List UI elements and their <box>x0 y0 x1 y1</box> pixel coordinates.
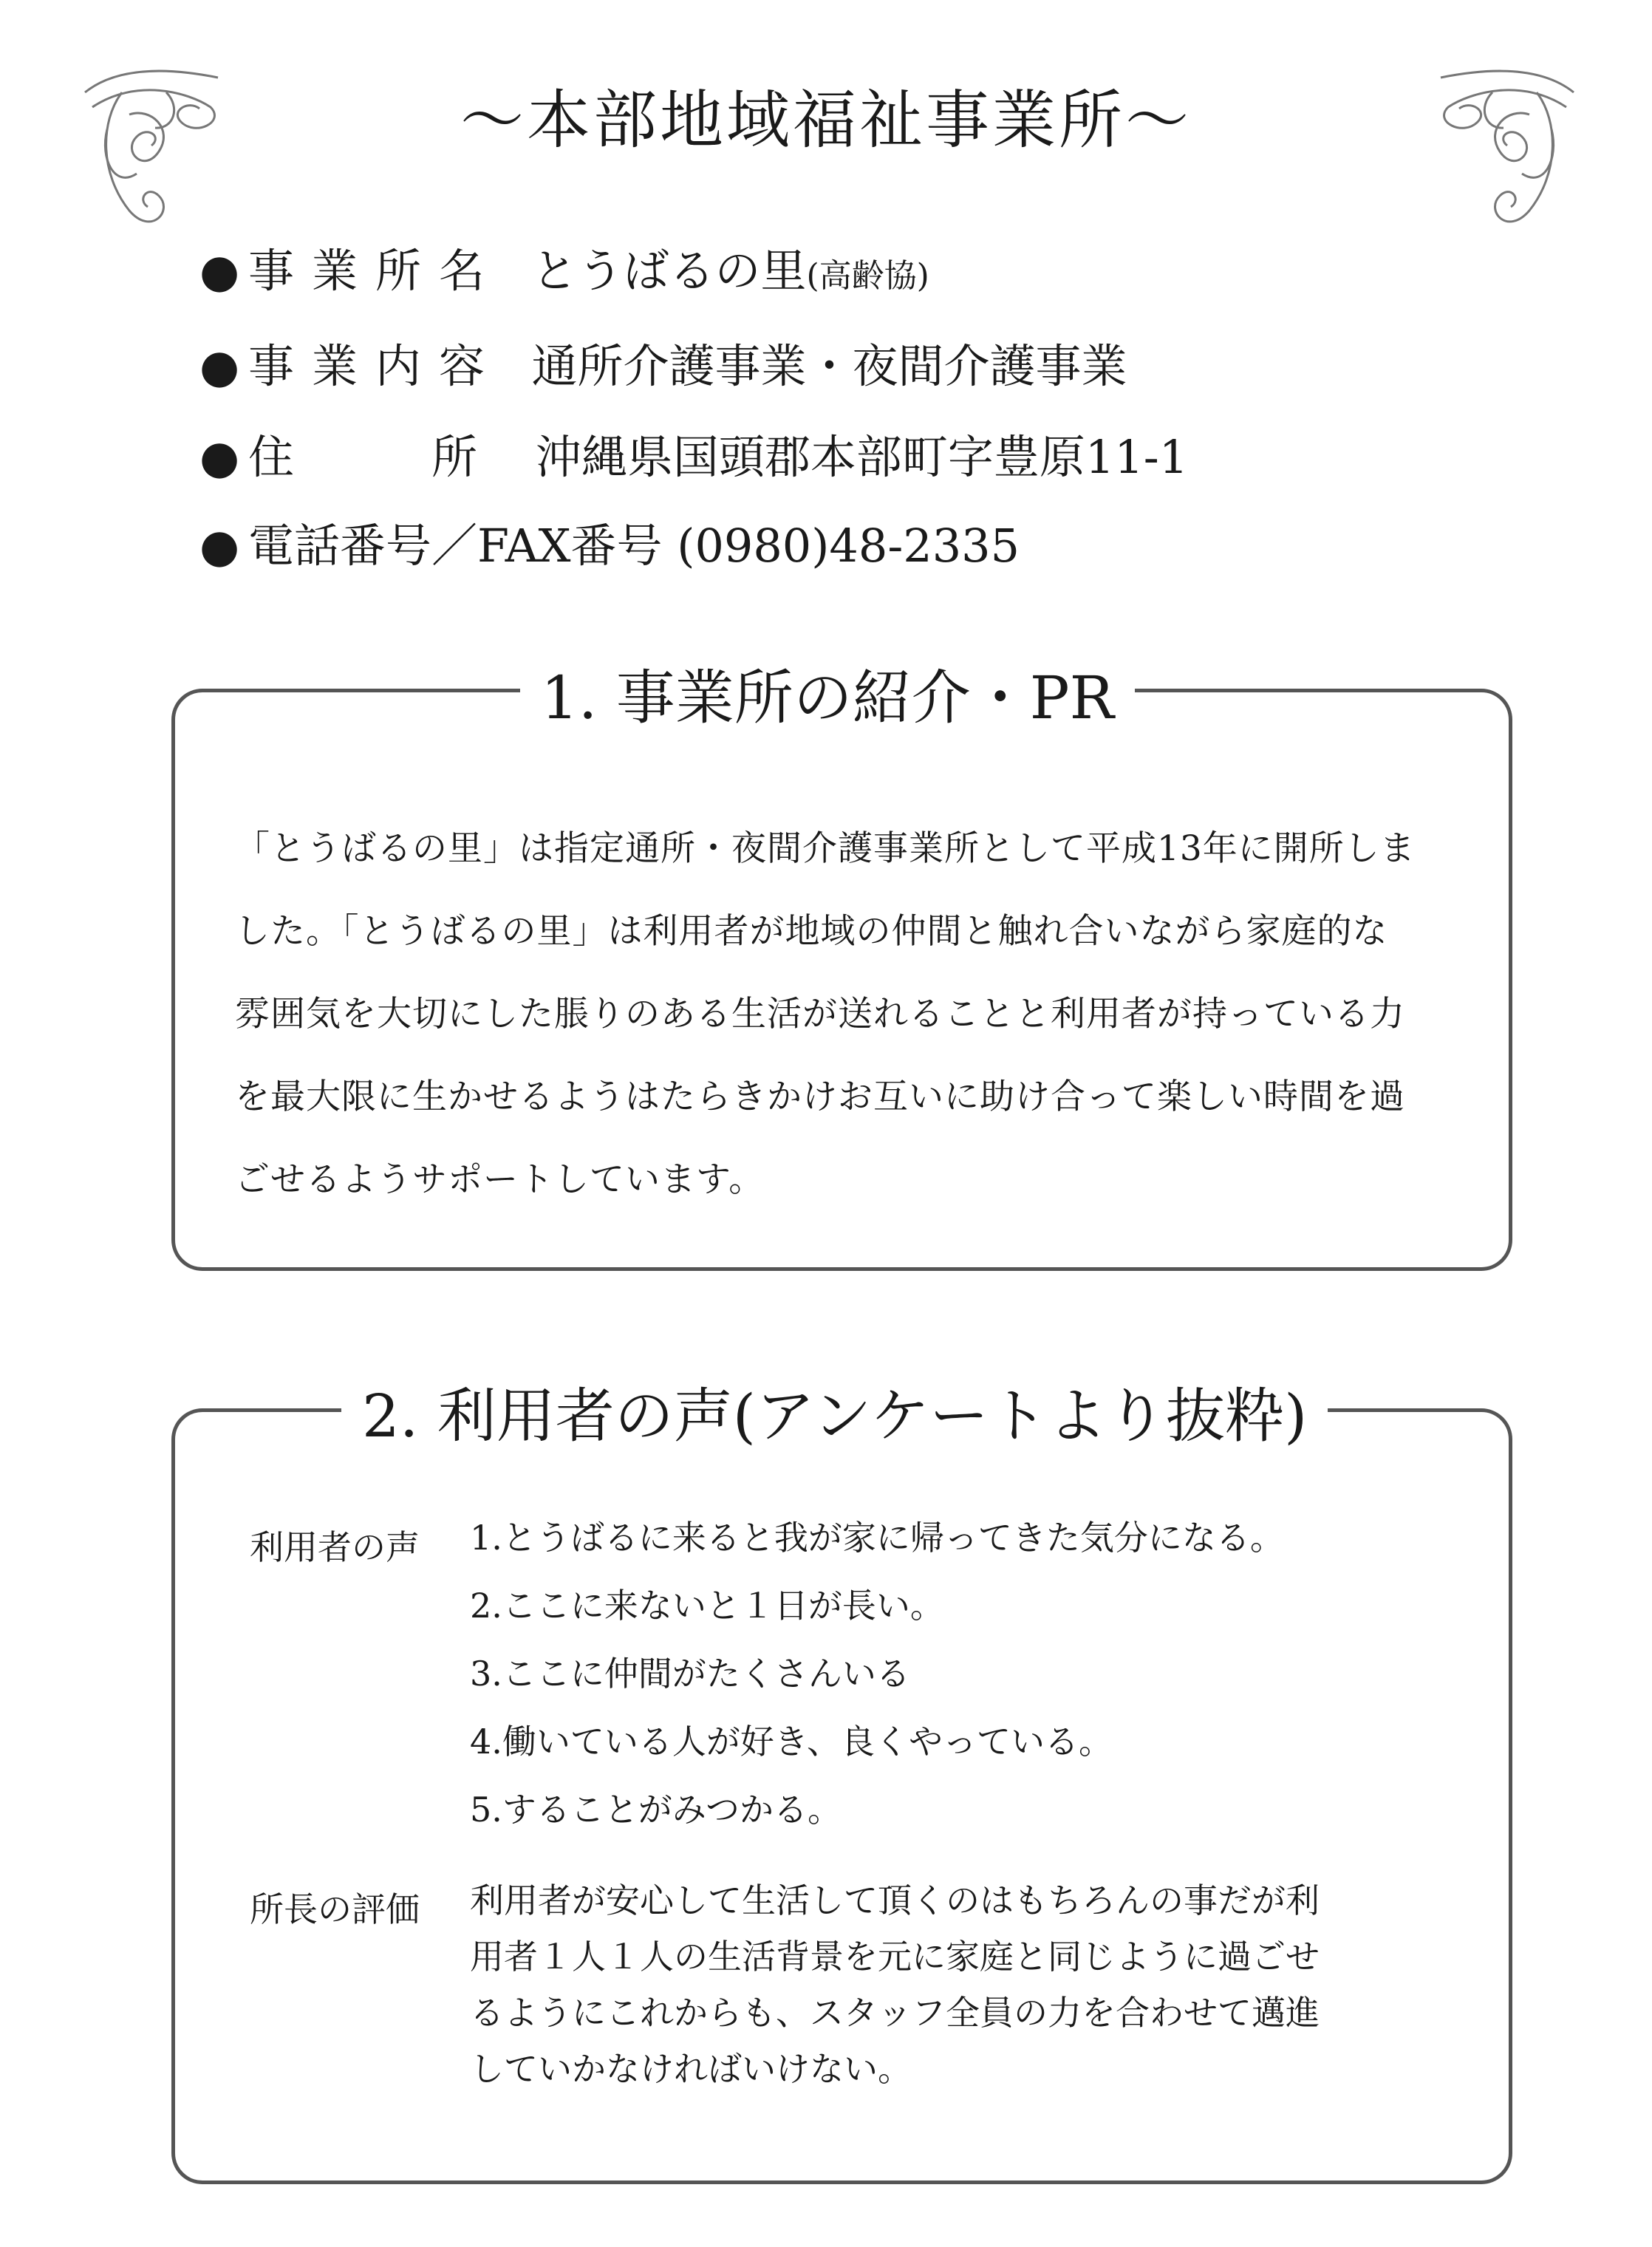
page-title: ～本部地域福祉事業所～ <box>460 83 1192 157</box>
voices-list <box>470 1518 1475 1861</box>
bullet: ● <box>199 339 240 393</box>
evaluation-line: していかなければいけない。 <box>470 2049 912 2089</box>
name-note: (高齢協) <box>806 257 929 295</box>
phone-value: (0980)48-2335 <box>677 519 1020 573</box>
bullet: ● <box>199 519 240 573</box>
list-item: 1.とうばるに来ると我が家に帰ってきた気分になる。 <box>470 1518 1284 1558</box>
section-voices-title: 2. 利用者の声(アンケートより抜粋) <box>341 1387 1328 1446</box>
info-row-address <box>199 430 1189 484</box>
list-item: 2.ここに来ないと１日が長い。 <box>470 1586 944 1626</box>
name-label: 事業所名 <box>248 244 503 298</box>
section-intro-title: 1. 事業所の紹介・PR <box>520 669 1135 728</box>
intro-line: ごせるようサポートしています。 <box>235 1159 765 1200</box>
evaluation-line: るようにこれからも、スタッフ全員の力を合わせて邁進 <box>470 1993 1320 2033</box>
bullet: ● <box>199 430 240 484</box>
address-label: 住 所 <box>248 430 478 484</box>
phone-label: 電話番号／FAX番号 <box>248 519 663 573</box>
list-item: 5.することがみつかる。 <box>470 1790 842 1830</box>
content-value: 通所介護事業・夜間介護事業 <box>531 339 1127 393</box>
intro-line: 雰囲気を大切にした脹りのある生活が送れることと利用者が持っている力 <box>235 994 1405 1034</box>
list-item: 4.働いている人が好き、良くやっている。 <box>470 1722 1113 1762</box>
name-value: とうばるの里 <box>531 244 807 298</box>
section-intro-text <box>235 808 1470 1221</box>
evaluation-line: 利用者が安心して生活して頂くのはもちろんの事だが利 <box>470 1881 1320 1920</box>
intro-line: した。「とうばるの里」は利用者が地域の仲間と触れ合いながら家庭的な <box>235 911 1388 952</box>
address-value: 沖縄県国頭郡本部町字豊原11-1 <box>535 430 1189 484</box>
list-item: 3.ここに仲間がたくさんいる <box>470 1654 910 1694</box>
info-row-phone <box>199 519 1020 573</box>
info-row-content <box>199 339 1127 393</box>
evaluation-text <box>470 1883 1475 2107</box>
voices-label: 利用者の声 <box>250 1527 420 1567</box>
evaluation-line: 用者１人１人の生活背景を元に家庭と同じように過ごせ <box>470 1937 1320 1977</box>
intro-line: を最大限に生かせるようはたらきかけお互いに助け合って楽しい時間を過 <box>235 1077 1405 1117</box>
evaluation-label: 所長の評価 <box>250 1889 420 1929</box>
bullet: ● <box>199 244 240 298</box>
intro-line: 「とうばるの里」は指定通所・夜間介護事業所として平成13年に開所しま <box>235 828 1416 869</box>
info-row-name <box>199 244 929 298</box>
content-label: 事業内容 <box>248 339 503 393</box>
